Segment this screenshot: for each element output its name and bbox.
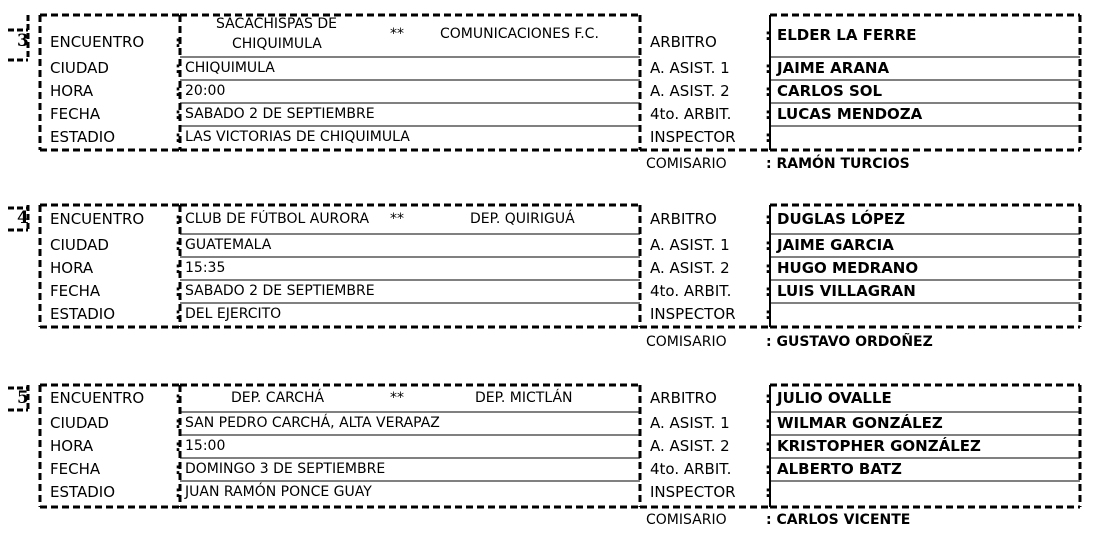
arbitro-value: DUGLAS LÓPEZ [777,210,906,228]
versus-marker: ** [390,390,404,406]
cuarto-value: ALBERTO BATZ [777,460,902,478]
arbitro-value: JULIO OVALLE [777,389,892,407]
comisario-value: : RAMÓN TURCIOS [766,156,910,172]
colon: : [765,105,771,123]
asist1-value: JAIME ARANA [777,59,890,77]
ciudad-value: GUATEMALA [185,237,272,253]
label-comisario: COMISARIO [646,334,727,350]
label-hora: HORA [50,437,94,455]
label-asist1: A. ASIST. 1 [650,414,730,432]
label-encuentro: ENCUENTRO [50,210,145,228]
colon: : [175,210,181,228]
estadio-value: LAS VICTORIAS DE CHIQUIMULA [185,129,410,145]
colon: : [175,305,181,323]
home-team: DEP. CARCHÁ [231,390,325,406]
label-comisario: COMISARIO [646,156,727,172]
colon: : [175,236,181,254]
label-cuarto: 4to. ARBIT. [650,105,732,123]
ciudad-value: SAN PEDRO CARCHÁ, ALTA VERAPAZ [185,415,440,431]
away-team: COMUNICACIONES F.C. [440,26,599,42]
home-team-line1: SACACHISPAS DE [216,16,337,32]
hora-value: 15:35 [185,260,226,276]
estadio-value: DEL EJERCITO [185,306,282,322]
colon: : [175,460,181,478]
label-fecha: FECHA [50,282,101,300]
colon: : [175,128,181,146]
label-asist2: A. ASIST. 2 [650,437,730,455]
match-number: 5 [17,388,29,408]
label-estadio: ESTADIO [50,483,116,501]
cuarto-value: LUIS VILLAGRAN [777,282,916,300]
hora-value: 20:00 [185,83,226,99]
label-arbitro: ARBITRO [650,210,717,228]
label-inspector: INSPECTOR [650,305,736,323]
match-number: 4 [17,208,29,228]
colon: : [175,437,181,455]
colon: : [765,305,771,323]
colon: : [175,282,181,300]
label-encuentro: ENCUENTRO [50,33,145,51]
label-hora: HORA [50,82,94,100]
label-asist1: A. ASIST. 1 [650,236,730,254]
asist2-value: KRISTOPHER GONZÁLEZ [777,437,981,455]
home-team: CLUB DE FÚTBOL AURORA [185,211,370,227]
away-team: DEP. QUIRIGUÁ [470,211,575,227]
cuarto-value: LUCAS MENDOZA [777,105,923,123]
asist2-value: CARLOS SOL [777,82,883,100]
colon: : [765,460,771,478]
comisario-value: : CARLOS VICENTE [766,512,911,528]
colon: : [175,483,181,501]
home-team-line2: CHIQUIMULA [232,36,322,52]
colon: : [765,210,771,228]
match-block-3 [0,0,1097,175]
label-fecha: FECHA [50,460,101,478]
colon: : [175,105,181,123]
label-arbitro: ARBITRO [650,389,717,407]
asist1-value: JAIME GARCIA [777,236,894,254]
colon: : [765,59,771,77]
label-estadio: ESTADIO [50,128,116,146]
colon: : [175,33,181,51]
colon: : [765,128,771,146]
label-fecha: FECHA [50,105,101,123]
colon: : [765,282,771,300]
label-arbitro: ARBITRO [650,33,717,51]
colon: : [765,236,771,254]
colon: : [765,437,771,455]
colon: : [765,26,771,44]
colon: : [175,389,181,407]
match-block-4 [0,190,1097,365]
asist2-value: HUGO MEDRANO [777,259,919,277]
colon: : [765,483,771,501]
colon: : [175,59,181,77]
comisario-value: : GUSTAVO ORDOÑEZ [766,334,933,350]
label-ciudad: CIUDAD [50,236,109,254]
versus-marker: ** [390,26,404,42]
label-ciudad: CIUDAD [50,414,109,432]
colon: : [175,259,181,277]
label-hora: HORA [50,259,94,277]
label-asist1: A. ASIST. 1 [650,59,730,77]
versus-marker: ** [390,211,404,227]
label-inspector: INSPECTOR [650,128,736,146]
arbitro-value: ELDER LA FERRE [777,26,917,44]
fecha-value: SABADO 2 DE SEPTIEMBRE [185,106,375,122]
label-cuarto: 4to. ARBIT. [650,282,732,300]
label-estadio: ESTADIO [50,305,116,323]
label-cuarto: 4to. ARBIT. [650,460,732,478]
label-encuentro: ENCUENTRO [50,389,145,407]
fecha-value: DOMINGO 3 DE SEPTIEMBRE [185,461,386,477]
match-number: 3 [17,31,29,51]
label-asist2: A. ASIST. 2 [650,259,730,277]
match-block-5 [0,370,1097,545]
ciudad-value: CHIQUIMULA [185,60,275,76]
colon: : [765,414,771,432]
colon: : [175,414,181,432]
hora-value: 15:00 [185,438,226,454]
fecha-value: SABADO 2 DE SEPTIEMBRE [185,283,375,299]
label-inspector: INSPECTOR [650,483,736,501]
colon: : [175,82,181,100]
colon: : [765,82,771,100]
label-asist2: A. ASIST. 2 [650,82,730,100]
estadio-value: JUAN RAMÓN PONCE GUAY [185,484,372,500]
label-comisario: COMISARIO [646,512,727,528]
label-ciudad: CIUDAD [50,59,109,77]
away-team: DEP. MICTLÁN [475,390,573,406]
colon: : [765,389,771,407]
asist1-value: WILMAR GONZÁLEZ [777,414,943,432]
colon: : [765,259,771,277]
